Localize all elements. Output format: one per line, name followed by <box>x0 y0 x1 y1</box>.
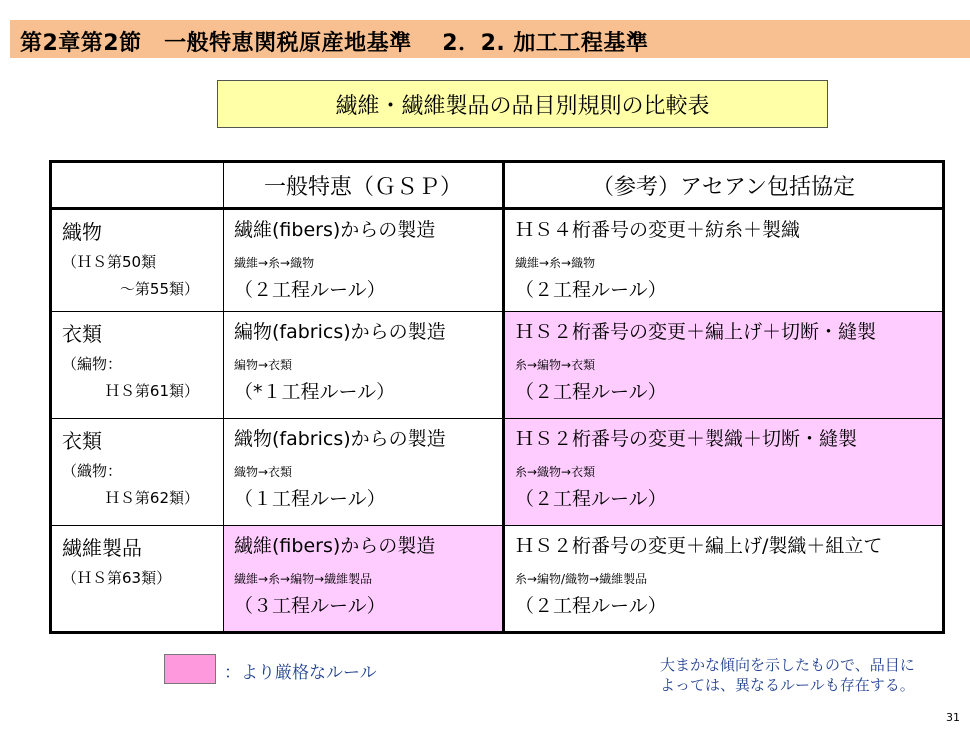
asean-rule-cell <box>504 526 944 633</box>
asean-process-flow: 糸→編物→衣類 <box>515 358 596 372</box>
asean-rule-cell <box>504 209 944 312</box>
asean-process-count: （２工程ルール） <box>515 595 667 617</box>
asean-rule-cell-strict <box>504 312 944 419</box>
legend-label: ：より厳格なルール <box>224 663 377 683</box>
page-title: 第2章第2節 一般特恵関税原産地基準 2．2. 加工工程基準 <box>20 31 649 56</box>
category-cell <box>51 526 224 633</box>
table-header-row <box>51 162 944 209</box>
category-name: 織物 <box>62 220 102 244</box>
gsp-rule-cell <box>224 209 504 312</box>
category-cell <box>51 209 224 312</box>
asean-process-flow: 糸→織物→衣類 <box>515 465 596 479</box>
category-hs-range-end: ＨＳ第62類） <box>104 489 199 507</box>
category-cell <box>51 419 224 526</box>
asean-process-count: （２工程ルール） <box>515 279 667 301</box>
gsp-rule-cell <box>224 312 504 419</box>
gsp-rule-text: 繊維(fibers)からの製造 <box>234 535 436 557</box>
category-hs-range: （ＨＳ第50類 <box>62 253 157 271</box>
asean-rule-cell-strict <box>504 419 944 526</box>
asean-rule-text: ＨＳ２桁番号の変更＋製織＋切断・縫製 <box>515 428 858 450</box>
asean-rule-text: ＨＳ２桁番号の変更＋編上げ/製織＋組立て <box>515 535 883 557</box>
category-hs-range: （編物： <box>62 355 123 373</box>
gsp-process-flow: 繊維→糸→織物 <box>234 256 315 270</box>
gsp-process-count: （１工程ルール） <box>234 488 386 510</box>
header-cell-asean: （参考）アセアン包括協定 <box>504 162 944 209</box>
gsp-rule-text: 編物(fabrics)からの製造 <box>234 321 446 343</box>
category-name: 衣類 <box>62 429 102 453</box>
page-number: 31 <box>946 711 960 724</box>
table-row <box>51 312 944 419</box>
gsp-rule-cell-strict <box>224 526 504 633</box>
header-cell-empty <box>51 162 224 209</box>
category-hs-range-end: ＨＳ第61類） <box>104 382 199 400</box>
gsp-rule-cell <box>224 419 504 526</box>
asean-rule-text: ＨＳ２桁番号の変更＋編上げ＋切断・縫製 <box>515 321 877 343</box>
footnote: 大まかな傾向を示したもので、品目に よっては、異なるルールも存在する。 <box>660 656 915 694</box>
gsp-process-flow: 織物→衣類 <box>234 465 293 479</box>
gsp-process-flow: 繊維→糸→編物→繊維製品 <box>234 572 373 586</box>
gsp-process-count: （３工程ルール） <box>234 595 386 617</box>
gsp-process-count: （２工程ルール） <box>234 279 386 301</box>
table-subtitle: 繊維・繊維製品の品目別規則の比較表 <box>217 80 828 128</box>
gsp-process-count: （*１工程ルール） <box>234 381 396 403</box>
category-name: 衣類 <box>62 322 102 346</box>
asean-process-count: （２工程ルール） <box>515 381 667 403</box>
category-name: 繊維製品 <box>62 536 142 560</box>
header-cell-gsp: 一般特恵（ＧＳＰ） <box>224 162 504 209</box>
table-row <box>51 526 944 633</box>
comparison-table <box>49 160 945 634</box>
gsp-process-flow: 編物→衣類 <box>234 358 293 372</box>
category-hs-range-end: ～第55類） <box>119 280 199 298</box>
asean-process-count: （２工程ルール） <box>515 488 667 510</box>
category-cell <box>51 312 224 419</box>
asean-rule-text: ＨＳ４桁番号の変更＋紡糸＋製織 <box>515 219 801 241</box>
table-row <box>51 419 944 526</box>
legend-swatch <box>164 654 216 684</box>
category-hs-range: （ＨＳ第63類） <box>62 569 172 587</box>
asean-process-flow: 繊維→糸→織物 <box>515 256 596 270</box>
category-hs-range: （織物： <box>62 462 123 480</box>
table-row <box>51 209 944 312</box>
gsp-rule-text: 繊維(fibers)からの製造 <box>234 219 436 241</box>
gsp-rule-text: 織物(fabrics)からの製造 <box>234 428 446 450</box>
asean-process-flow: 糸→編物/織物→繊維製品 <box>515 572 648 586</box>
